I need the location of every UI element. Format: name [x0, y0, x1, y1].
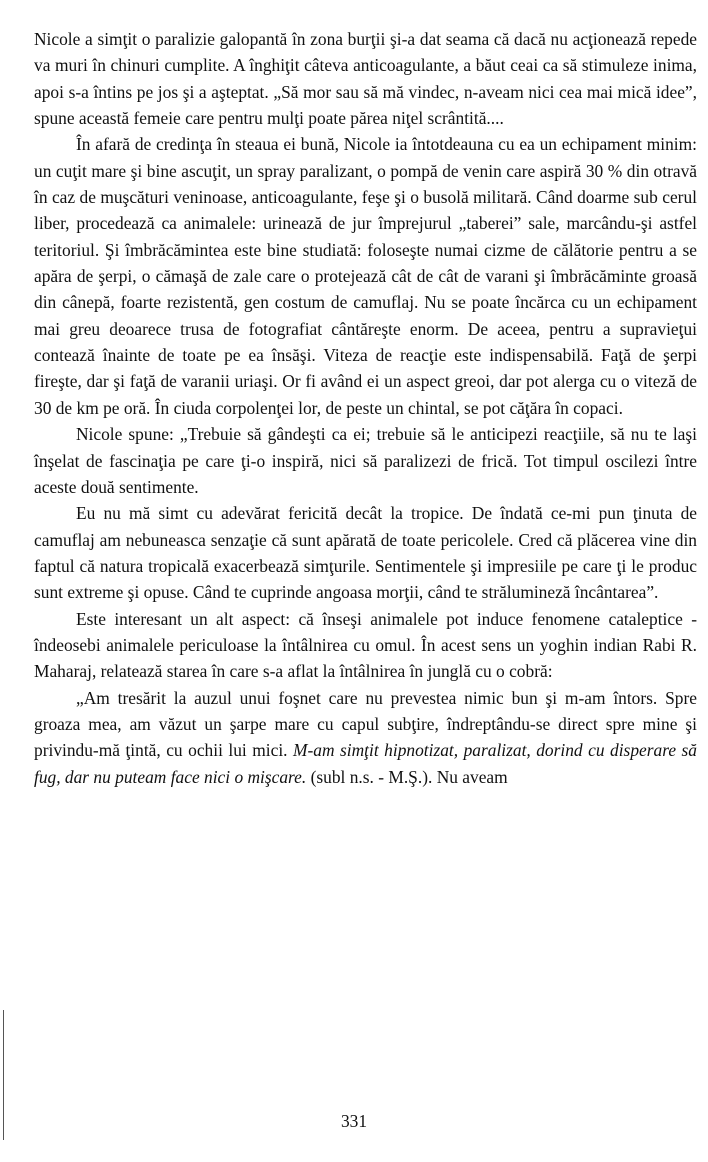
page-number: 331: [340, 1111, 368, 1131]
paragraph-5: Este interesant un alt aspect: că înseşi animalele pot induce fenomene cataleptice - îndeosebi animalele periculoase la întâlnirea cu omul. În acest sens un yoghin indian Rabi R. Maharaj, relatează starea în care s-a aflat la întâlnirea în junglă cu o cobră:: [34, 608, 697, 682]
quote-text-end: (subl n.s. - M.Ş.). Nu aveam: [306, 766, 508, 787]
quote-text-start: „Am tresărit la auzul unui foşnet care nu prevestea nimic bun şi m-am întors. Spre groaza mea, am văzut un şarpe mare cu capul subţire, îndreptându-se direct spre mine şi privindu-mă ţintă, cu ochii lui mici.: [34, 687, 697, 761]
paragraph-1: Nicole a simţit o paralizie galopantă în zona burţii şi-a dat seama că dacă nu acţionează repede va muri în chinuri cumplite. A înghiţit câteva anticoagulante, a băut ceai ca să stimuleze inima, apoi s-a întins pe jos şi a aşteptat. „Să mor sau să mă vindec, n-aveam nici cea mai mică idee”, spune această femeie care pentru mulţi poate părea niţel scrântită....: [34, 29, 697, 129]
quote-emphasis: M-am simţit hipnotizat, paralizat, dorind cu disperare să fug, dar nu puteam face nici o mişcare.: [34, 740, 697, 787]
body-text: [34, 26, 697, 790]
paragraph-2: În afară de credinţa în steaua ei bună, Nicole ia întotdeauna cu ea un echipament minim: un cuţit mare şi bine ascuţit, un spray paralizant, o pompă de venin care aspiră 30 % din otravă în caz de muşcături veninoase, anticoagulante, feşe şi o busolă militară. Când doarme sub cerul liber, procedează ca animalele: urinează de jur împrejurul „taberei” sale, marcându-şi astfel teritoriul. Şi îmbrăcămintea este bine studiată: foloseşte numai cizme de călătorie pentru a se apăra de şerpi, o cămaşă de zale care o protejează cât de cât de varani şi îmbrăcăminte groasă din cânepă, foarte rezistentă, gen costum de camuflaj. Nu se poate încărca cu un echipament mai greu deoarece trusa de fotografiat cântăreşte enorm. De aceea, pentru a supravieţui contează înainte de toate pe ea însăşi. Viteza de reacţie este indispensabilă. Faţă de şerpi fireşte, dar şi faţă de varanii uriaşi. Or fi având ei un aspect greoi, dar pot alerga cu o viteză de 30 de km pe oră. În ciuda corpolenţei lor, de peste un chintal, se pot căţăra în copaci.: [34, 134, 697, 418]
paragraph-3: Nicole spune: „Trebuie să gândeşti ca ei; trebuie să le anticipezi reacţiile, să nu te laşi înşelat de fascinaţia pe care ţi-o inspiră, nici să paralizezi de frică. Tot timpul oscilezi între aceste două sentimente.: [34, 424, 697, 497]
paragraph-4: Eu nu mă simt cu adevărat fericită decât la tropice. De îndată ce-mi pun ţinuta de camuflaj am nebuneasca senzaţie că sunt apărată de toate pericolele. Cred că plăcerea vine din faptul că natura tropicală exacerbează simţurile. Sentimentele şi impresiile pe care ţi le produc sunt extreme şi opuse. Când te cuprinde angoasa morţii, când te strălumineză încântarea”.: [34, 503, 697, 603]
paragraph-6-quote: [34, 685, 697, 790]
scan-margin-line: [3, 1010, 4, 1140]
